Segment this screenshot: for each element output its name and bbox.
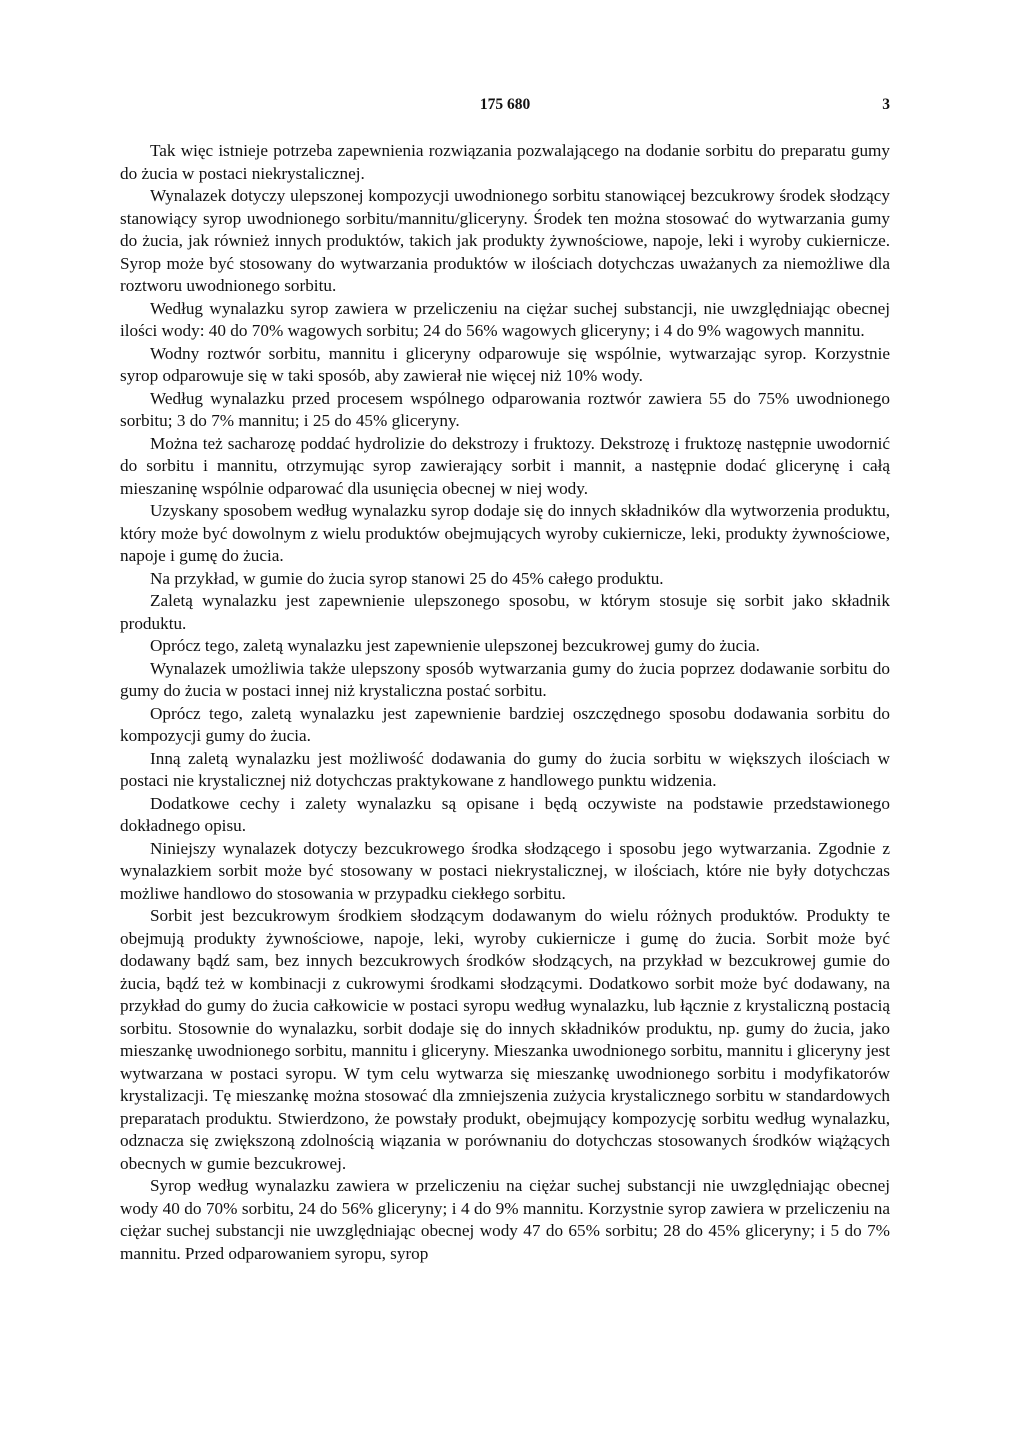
paragraph: Sorbit jest bezcukrowym środkiem słodzącym dodawanym do wielu różnych produktów. Produkty te obejmują produkty żywnościowe, napoje, leki, wyroby cukiernicze i gumę do żucia. Sorbit może być dodawany bądź sam, bez innych bezcukrowych środków słodzących, na przykład w bezcukrowej gumie do żucia, bądź też w kombinacji z cukrowymi środkami słodzącymi. Dodatkowo sorbit może być dodawany, na przykład do gumy do żucia całkowicie w postaci syropu według wynalazku, lub łącznie z krystaliczną postacią sorbitu. Stosownie do wynalazku, sorbit dodaje się do innych składników produktu, np. gumy do żucia, jako mieszankę uwodnionego sorbitu, mannitu i gliceryny. Mieszanka uwodnionego sorbitu, mannitu i gliceryny jest wytwarzana w postaci syropu. W tym celu wytwarza się mieszankę uwodnionego sorbitu i modyfikatorów krystalizacji. Tę mieszankę można stosować dla zmniejszenia zużycia krystalicznego sorbitu w standardowych preparatach produktu. Stwierdzono, że powstały produkt, obejmujący kompozycję sorbitu według wynalazku, odznacza się zwiększoną zdolnością wiązania w porównaniu do dotychczas stosowanych środków wiążących obecnych w gumie bezcukrowej.	[120, 906, 890, 1173]
paragraph: Niniejszy wynalazek dotyczy bezcukrowego środka słodzącego i sposobu jego wytwarzania. Zgodnie z wynalazkiem sorbit może być stosowany w postaci niekrystalicznej, w ilościach, które nie były dotychczas możliwe handlowo do stosowania w przypadku ciekłego sorbitu.	[120, 838, 890, 903]
paragraph: Syrop według wynalazku zawiera w przeliczeniu na ciężar suchej substancji nie uwzględniając obecnej wody 40 do 70% sorbitu, 24 do 56% gliceryny; i 4 do 9% mannitu. Korzystnie syrop zawiera w przeliczeniu na ciężar suchej substancji nie uwzględniając obecnej wody 47 do 65% sorbitu; 28 do 45% gliceryny; i 5 do 7% mannitu. Przed odparowaniem syropu, syrop	[120, 1176, 890, 1263]
paragraph: Inną zaletą wynalazku jest możliwość dodawania do gumy do żucia sorbitu w większych ilościach w postaci nie krystalicznej niż dotychczas praktykowane z handlowego punktu widzenia.	[120, 748, 890, 790]
paragraph: Tak więc istnieje potrzeba zapewnienia rozwiązania pozwalającego na dodanie sorbitu do preparatu gumy do żucia w postaci niekrystalicznej.	[120, 141, 890, 183]
paragraph: Wynalazek dotyczy ulepszonej kompozycji uwodnionego sorbitu stanowiącej bezcukrowy środek słodzący stanowiący syrop uwodnionego sorbitu/mannitu/gliceryny. Środek ten można stosować do wytwarzania gumy do żucia, jak również innych produktów, takich jak produkty żywnościowe, napoje, leki i wyroby cukiernicze. Syrop może być stosowany do wytwarzania produktów w ilościach dotychczas uważanych za niemożliwe dla roztworu uwodnionego sorbitu.	[120, 186, 890, 295]
paragraph: Oprócz tego, zaletą wynalazku jest zapewnienie bardziej oszczędnego sposobu dodawania sorbitu do kompozycji gumy do żucia.	[120, 703, 890, 745]
paragraph: Uzyskany sposobem według wynalazku syrop dodaje się do innych składników dla wytworzenia produktu, który może być dowolnym z wielu produktów obejmujących wyroby cukiernicze, leki, produkty żywnościowe, napoje i gumę do żucia.	[120, 501, 890, 565]
page-number: 3	[882, 96, 890, 113]
paragraph: Można też sacharozę poddać hydrolizie do dekstrozy i fruktozy. Dekstrozę i fruktozę następnie uwodornić do sorbitu i mannitu, otrzymując syrop zawierający sorbit i mannit, a następnie dodać glicerynę i całą mieszaninę wspólnie odparować dla usunięcia obecnej w niej wody.	[120, 433, 890, 498]
page-header	[120, 96, 890, 122]
paragraph: Według wynalazku przed procesem wspólnego odparowania roztwór zawiera 55 do 75% uwodnionego sorbitu; 3 do 7% mannitu; i 25 do 45% gliceryny.	[120, 388, 890, 430]
document-number: 175 680	[479, 96, 531, 113]
paragraph: Oprócz tego, zaletą wynalazku jest zapewnienie ulepszonej bezcukrowej gumy do żucia.	[150, 636, 760, 655]
paragraph: Wodny roztwór sorbitu, mannitu i gliceryny odparowuje się wspólnie, wytwarzając syrop. Korzystnie syrop odparowuje się w taki sposób, aby zawierał nie więcej niż 10% wody.	[120, 343, 890, 385]
paragraph: Na przykład, w gumie do żucia syrop stanowi 25 do 45% całego produktu.	[150, 568, 664, 588]
paragraph: Wynalazek umożliwia także ulepszony sposób wytwarzania gumy do żucia poprzez dodawanie sorbitu do gumy do żucia w postaci innej niż krystaliczna postać sorbitu.	[120, 658, 890, 700]
paragraph: Dodatkowe cechy i zalety wynalazku są opisane i będą oczywiste na podstawie przedstawionego dokładnego opisu.	[120, 793, 890, 835]
paragraph: Zaletą wynalazku jest zapewnienie ulepszonego sposobu, w którym stosuje się sorbit jako składnik produktu.	[120, 591, 890, 633]
paragraph: Według wynalazku syrop zawiera w przeliczeniu na ciężar suchej substancji, nie uwzględniając obecnej ilości wody: 40 do 70% wagowych sorbitu; 24 do 56% wagowych gliceryny; i 4 do 9% wagowych mannitu.	[120, 298, 890, 340]
document-body	[120, 140, 890, 1265]
